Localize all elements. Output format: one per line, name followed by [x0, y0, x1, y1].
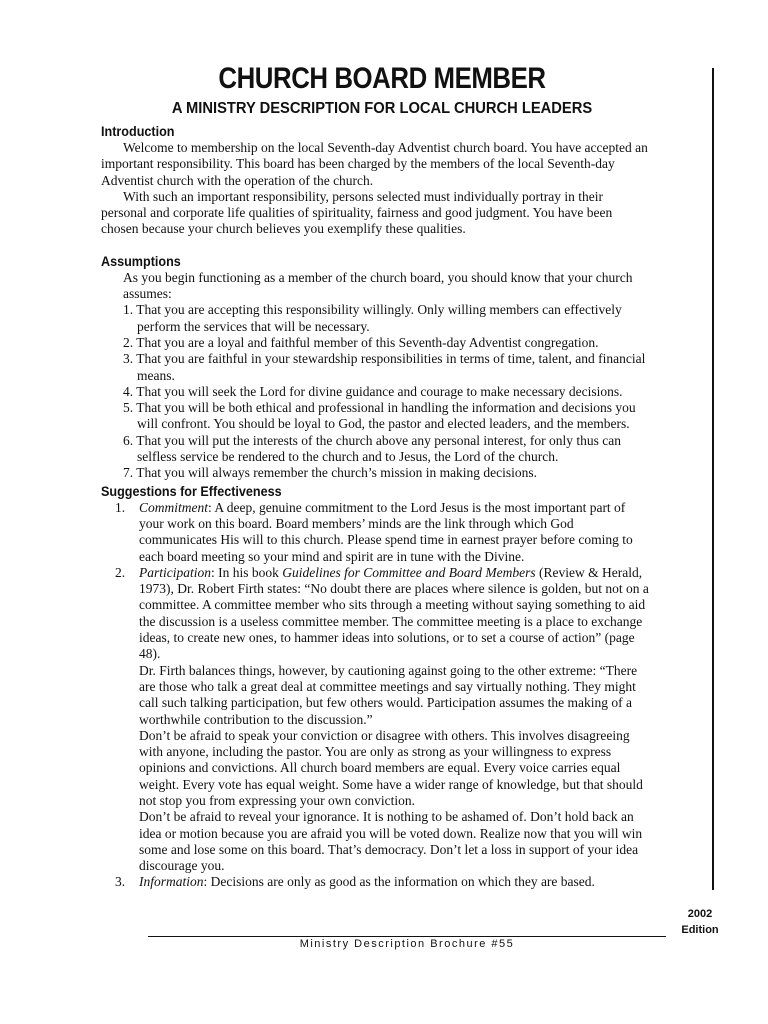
suggestion-text: : A deep, genuine commitment to the Lord Jesus is the most important part of your work on this board. Board members’ minds are the link through which God communicates His will to this church. Please spend time in earnest prayer before coming to each board meeting so your mind and spirit are in tune with the Divine.: [139, 499, 633, 564]
suggestion-text: : In his book: [211, 564, 283, 580]
assumptions-list: [101, 302, 651, 481]
list-item: 2. That you are a loyal and faithful member of this Seventh-day Adventist congregation.: [123, 334, 599, 350]
suggestion-text: (Review & Herald, 1973), Dr. Robert Firth states: “No doubt there are places where silence is golden, but not on a committee. A committee member who sits through a meeting without saying something to aid the discussion is a useless committee member. The committee meeting is a place to exchange ideas, to create new ones, to hammer ideas into solutions, or to set a course of action” (page 48).: [139, 564, 649, 662]
footer-rule: [148, 936, 666, 937]
edition-year: 2002: [687, 908, 713, 920]
edition-label: [678, 906, 722, 938]
list-item: 3. That you are faithful in your stewardship responsibilities in terms of time, talent, and financial means.: [123, 351, 646, 383]
list-item: 5. That you will be both ethical and professional in handling the information and decisions you will confront. You should be loyal to God, the pastor and elected leaders, and the members.: [123, 400, 636, 432]
list-item: 4. That you will seek the Lord for divine guidance and courage to make necessary decisions.: [123, 383, 623, 399]
suggestion-term: Participation: [139, 564, 211, 580]
list-number: 1.: [115, 499, 126, 515]
suggestions-section: [101, 482, 651, 891]
footer-caption: Ministry Description Brochure #55: [299, 938, 515, 950]
introduction-section: [101, 122, 651, 238]
list-item: 7. That you will always remember the church’s mission in making decisions.: [123, 465, 538, 481]
list-item: 1. That you are accepting this responsibility willingly. Only willing members can effectively perform the services that will be necessary.: [123, 302, 622, 334]
page-subtitle: A MINISTRY DESCRIPTION FOR LOCAL CHURCH LEADERS: [171, 100, 593, 117]
edition-text: Edition: [681, 924, 719, 936]
suggestion-text: : Decisions are only as good as the information on which they are based.: [203, 874, 595, 890]
book-title: Guidelines for Committee and Board Members: [282, 564, 536, 580]
suggestion-paragraph: [139, 565, 651, 663]
list-number: 3.: [115, 874, 126, 890]
assumptions-intro: As you begin functioning as a member of the church board, you should know that your church assumes:: [123, 269, 633, 302]
page-title: CHURCH BOARD MEMBER: [218, 62, 546, 95]
introduction-paragraph-2: With such an important responsibility, persons selected must individually portray in their personal and corporate life qualities of spirituality, fairness and good judgment. You have been chosen because your church believes you exemplify these qualities.: [101, 188, 613, 237]
list-item: 6. That you will put the interests of the church above any personal interest, for only thus can selfless service be rendered to the church and to Jesus, the Lord of the church.: [123, 432, 621, 465]
list-number: 2.: [115, 564, 126, 580]
introduction-heading: Introduction: [101, 123, 175, 139]
suggestion-paragraph: Dr. Firth balances things, however, by cautioning against going to the other extreme: “There are those who talk a great deal at committee meetings and say virtually nothing. They might call such talking participation, but few others would. Participation assumes the making of a worthwhile contribution to the discussion.”: [139, 662, 638, 727]
suggestion-term: Commitment: [139, 499, 208, 515]
margin-rule: [712, 68, 714, 890]
assumptions-section: [101, 252, 651, 482]
suggestion-paragraph: Don’t be afraid to reveal your ignorance. It is nothing to be ashamed of. Don’t hold back an idea or motion because you are afraid you will be voted down. Realize now that you will win some and lose some on this board. That’s democracy. Don’t let a loss in support of your idea discourage you.: [139, 809, 643, 874]
suggestion-paragraph: Don’t be afraid to speak your conviction or disagree with others. This involves disagreeing with anyone, including the pastor. You are only as strong as your willingness to express opinions and convictions. All church board members are equal. Every voice carries equal weight. Every vote has equal weight. Some have a wider range of knowledge, but that should not stop you from expressing your own conviction.: [139, 727, 643, 808]
assumptions-heading: Assumptions: [101, 252, 181, 269]
suggestions-list: [101, 500, 651, 891]
suggestion-term: Information: [139, 874, 204, 890]
suggestion-participation: [101, 565, 651, 875]
suggestion-commitment: [101, 500, 651, 565]
suggestions-heading: Suggestions for Effectiveness: [101, 482, 282, 499]
introduction-paragraph-1: Welcome to membership on the local Seventh-day Adventist church board. You have accepted an important responsibility. This board has been charged by the members of the local Seventh-day Adventist church with the operation of the church.: [101, 140, 648, 188]
document-body: [101, 122, 651, 891]
suggestion-information: [101, 874, 651, 890]
